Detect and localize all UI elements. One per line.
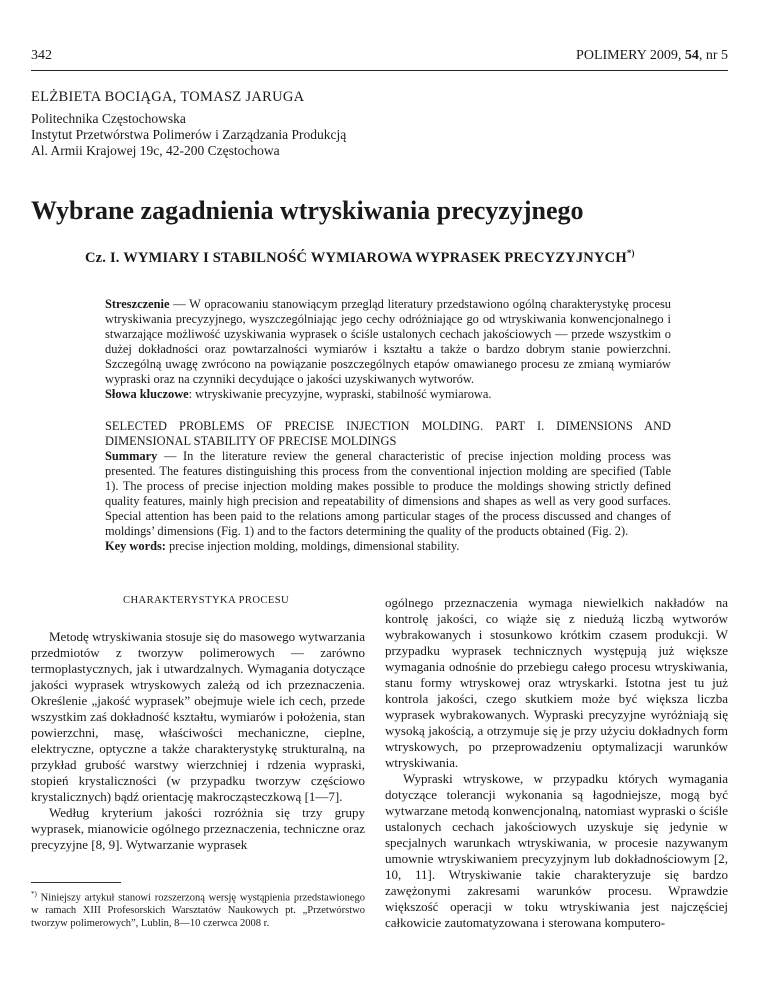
left-column xyxy=(31,629,365,853)
page-number: 342 xyxy=(31,48,52,63)
affiliation-line: Politechnika Częstochowska xyxy=(31,111,186,126)
affiliation-line: Instytut Przetwórstwa Polimerów i Zarządzania Produkcją xyxy=(31,127,347,142)
section-heading: CHARAKTERYSTYKA PROCESU xyxy=(123,595,290,606)
footnote-marker: *) xyxy=(626,248,635,258)
abstract-polish: Streszczenie — W opracowaniu stanowiącym przegląd literatury przedstawiono ogólną charakterystykę procesu wtryskiwania precyzyjnego, wyszczególniając jego cechy odróżniające go od wtryskiwania konwencjonalnego i stwarzające możliwość uzyskiwania wyprasek o ściśle ustalonych cechach jakościowych — przede wszystkim o dużej dokładności oraz powtarzalności wymiarów i kształtu a także o bardzo dobrym stanie powierzchni. Szczególną uwagę zwrócono na powiązanie poszczególnych etapów omawianego procesu ze zmianą wymiarów wypraski oraz na czynniki decydujące o jakości uzyskiwanych wytworów. Słowa kluczowe: wtryskiwanie precyzyjne, wypraski, stabilność wymiarowa. xyxy=(105,297,671,401)
journal-citation: POLIMERY 2009, 54, nr 5 xyxy=(576,48,728,63)
right-column xyxy=(385,595,728,931)
footnote-rule xyxy=(31,882,121,883)
paragraph: ogólnego przeznaczenia wymaga niewielkich nakładów na kontrolę jakości, co wiąże się z niedużą liczbą wytworów wybrakowanych i stosunkowo krótkim czasem produkcji. W przypadku wyprasek technicznych występują już większe wymagania odnośnie do przebiegu całego procesu wtryskiwania, stanu formy wtryskowej oraz wtryskarki. Istotna jest tu już kontrola jakości, czego skutkiem może być większa liczba wyprasek wybrakowanych. Wypraski precyzyjne wyróżniają się wysoką jakością, a otrzymuje się je przy użyciu dokładnych form wtryskowych, po przeprowadzeniu optymalizacji warunków wtryskiwania. xyxy=(385,595,728,770)
affiliation-line: Al. Armii Krajowej 19c, 42-200 Częstochowa xyxy=(31,143,280,158)
authors: ELŻBIETA BOCIĄGA, TOMASZ JARUGA xyxy=(31,89,305,105)
abstract-english: SELECTED PROBLEMS OF PRECISE INJECTION MOLDING. PART I. DIMENSIONS AND DIMENSIONAL STABILITY OF PRECISE MOLDINGS Summary — In the literature review the general characteristic of precise injection molding process was presented. The features distinguishing this process from the conventional injection molding are specified (Table 1). The process of precise injection molding makes possible to produce the moldings showing strictly defined quality features, mainly high precision and repeatability of dimensions and shapes as well as very good surfaces. Special attention has been paid to the relations among particular stages of the process discussed and changes of moldings’ dimensions (Fig. 1) and to the factors determining the quality of the products obtained (Fig. 2). Key words: precise injection molding, moldings, dimensional stability. xyxy=(105,419,671,553)
article-title: Wybrane zagadnienia wtryskiwania precyzyjnego xyxy=(31,196,584,225)
header-rule xyxy=(31,70,728,71)
paragraph: Według kryterium jakości rozróżnia się trzy grupy wyprasek, mianowicie ogólnego przeznaczenia, techniczne oraz precyzyjne [8, 9]. Wytwarzanie wyprasek xyxy=(31,805,365,852)
article-subtitle: Cz. I. WYMIARY I STABILNOŚĆ WYMIAROWA WYPRASEK PRECYZYJNYCH*) xyxy=(85,248,635,266)
paragraph: Wypraski wtryskowe, w przypadku których wymagania dotyczące tolerancji wykonania są łagodniejsze, mogą być wytwarzane metodą konwencjonalną, natomiast wypraski o ściśle ustalonych cechach jakościowych uzyskuje się jedynie w specjalnych warunkach wtryskiwania, w procesie nazywanym umownie wtryskiwaniem precyzyjnym lub dokładnościowym [2, 10, 11]. Wtryskiwanie takie charakteryzuje się bardzo zawężonymi zakresami warunków procesu. Wprawdzie większość operacji w toku wtryskiwania jest najczęściej całkowicie zautomatyzowana i sterowana komputero- xyxy=(385,771,728,930)
paragraph: Metodę wtryskiwania stosuje się do masowego wytwarzania przedmiotów z tworzyw polimerowych — zarówno termoplastycznych, jak i utwardzalnych. Wymagania dotyczące jakości wyprasek wtryskowych zależą od ich przeznaczenia. Określenie „jakość wyprasek” obejmuje wiele ich cech, przede wszystkim zaś dokładność kształtu, wymiarów i położenia, stan powierzchni, masę, właściwości mechaniczne, cieplne, elektryczne, optyczne a także charakterystykę strukturalną, na przykład grubość warstwy wierzchniej i rdzenia wypraski, stopień krystaliczności (w przypadku tworzyw częściowo krystalicznych) bądź orientację makrocząsteczkową [1—7]. xyxy=(31,629,365,804)
footnote: *) Niniejszy artykuł stanowi rozszerzoną wersję wystąpienia przedstawionego w ramach XIII Profesorskich Warsztatów Naukowych pt. „Przetwórstwo tworzyw polimerowych”, Lublin, 8—10 czerwca 2008 r. xyxy=(31,890,365,929)
affiliation xyxy=(31,111,346,159)
english-title: SELECTED PROBLEMS OF PRECISE INJECTION MOLDING. PART I. DIMENSIONS AND DIMENSIONAL STABILITY OF PRECISE MOLDINGS xyxy=(105,419,671,448)
